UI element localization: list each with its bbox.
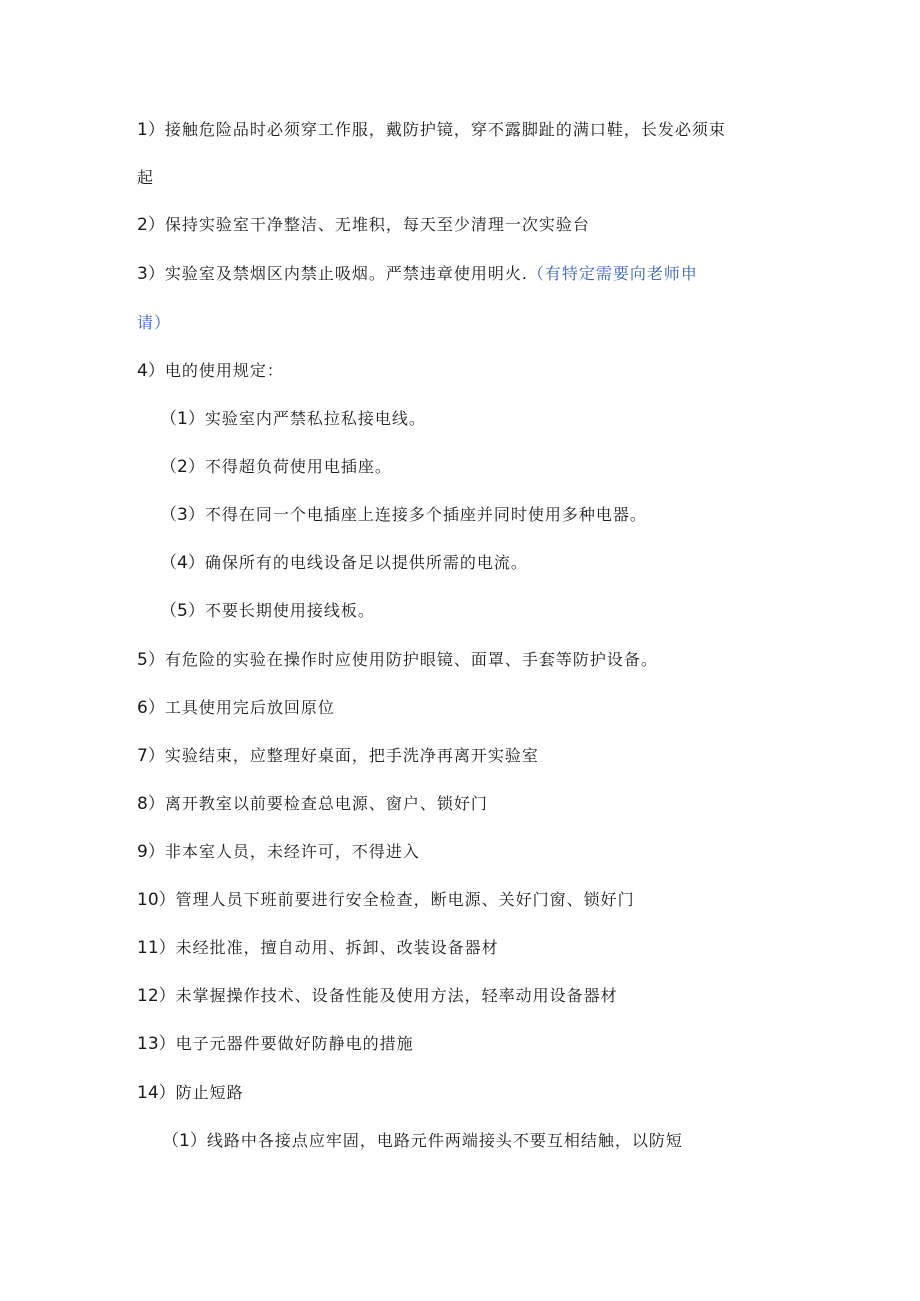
item-text: 不要长期使用接线板。 [204, 601, 375, 620]
item-number: 1） [137, 120, 165, 140]
rule-8 [137, 794, 488, 814]
item-text: 实验结束，应整理好桌面，把手洗净再离开实验室 [164, 746, 539, 765]
item-number: （1） [162, 1131, 207, 1151]
rule-1-continued [137, 168, 154, 188]
item-text: 离开教室以前要检查总电源、窗户、锁好门 [164, 794, 488, 813]
item-number: 5） [137, 650, 165, 670]
item-text: 保持实验室干净整洁、无堆积，每天至少清理一次实验台 [164, 215, 590, 234]
rule-3 [137, 264, 698, 284]
item-text: 电的使用规定： [164, 361, 284, 380]
rule-4-sub-5 [160, 601, 375, 621]
rule-9 [137, 842, 420, 862]
item-number: 8） [137, 794, 165, 814]
item-text: 工具使用完后放回原位 [164, 698, 335, 717]
item-number: 14） [137, 1083, 176, 1103]
item-note: （有特定需要向老师申 [527, 264, 698, 283]
item-text: 未掌握操作技术、设备性能及使用方法，轻率动用设备器材 [175, 986, 618, 1005]
item-number: 2） [137, 215, 165, 235]
rule-13 [137, 1034, 414, 1054]
item-text: 确保所有的电线设备足以提供所需的电流。 [204, 553, 528, 572]
item-text: 线路中各接点应牢固，电路元件两端接头不要互相结触，以防短 [206, 1131, 683, 1150]
rule-10 [137, 890, 635, 910]
item-text: 电子元器件要做好防静电的措施 [175, 1034, 414, 1053]
item-text: 实验室内严禁私拉私接电线。 [204, 409, 426, 428]
rule-1 [137, 120, 726, 140]
item-number: （4） [160, 553, 205, 573]
rule-12 [137, 986, 618, 1006]
rule-11 [137, 938, 499, 958]
item-number: 12） [137, 986, 176, 1006]
item-number: 3） [137, 264, 165, 284]
item-number: 6） [137, 698, 165, 718]
item-number: （2） [160, 457, 205, 477]
rule-5 [137, 650, 658, 670]
item-number: 10） [137, 890, 176, 910]
rule-4-sub-1 [160, 409, 426, 429]
item-number: （1） [160, 409, 205, 429]
item-text: 非本室人员，未经许可，不得进入 [164, 842, 420, 861]
item-number: 11） [137, 938, 176, 958]
item-text: 不得超负荷使用电插座。 [204, 457, 392, 476]
rule-4 [137, 361, 284, 381]
rule-2 [137, 215, 590, 235]
rule-14 [137, 1083, 244, 1103]
item-number: 13） [137, 1034, 176, 1054]
item-number: （5） [160, 601, 205, 621]
rule-4-sub-3 [160, 505, 647, 525]
item-text: 不得在同一个电插座上连接多个插座并同时使用多种电器。 [204, 505, 647, 524]
rule-4-sub-2 [160, 457, 392, 477]
item-text: 请） [137, 313, 172, 332]
rule-6 [137, 698, 335, 718]
item-number: 9） [137, 842, 165, 862]
item-text: 管理人员下班前要进行安全检查，断电源、关好门窗、锁好门 [175, 890, 635, 909]
rule-7 [137, 746, 539, 766]
item-number: 4） [137, 361, 165, 381]
item-number: 7） [137, 746, 165, 766]
item-text: 未经批准，擅自动用、拆卸、改装设备器材 [175, 938, 499, 957]
item-text: 实验室及禁烟区内禁止吸烟。严禁违章使用明火. [164, 264, 528, 283]
item-text: 起 [137, 168, 155, 187]
rule-4-sub-4 [160, 553, 528, 573]
rule-14-sub-1 [162, 1131, 683, 1151]
rule-3-continued [137, 313, 171, 333]
item-text: 有危险的实验在操作时应使用防护眼镜、面罩、手套等防护设备。 [164, 650, 658, 669]
item-text: 接触危险品时必须穿工作服，戴防护镜，穿不露脚趾的满口鞋，长发必须束 [164, 120, 726, 139]
item-number: （3） [160, 505, 205, 525]
item-text: 防止短路 [175, 1083, 244, 1102]
